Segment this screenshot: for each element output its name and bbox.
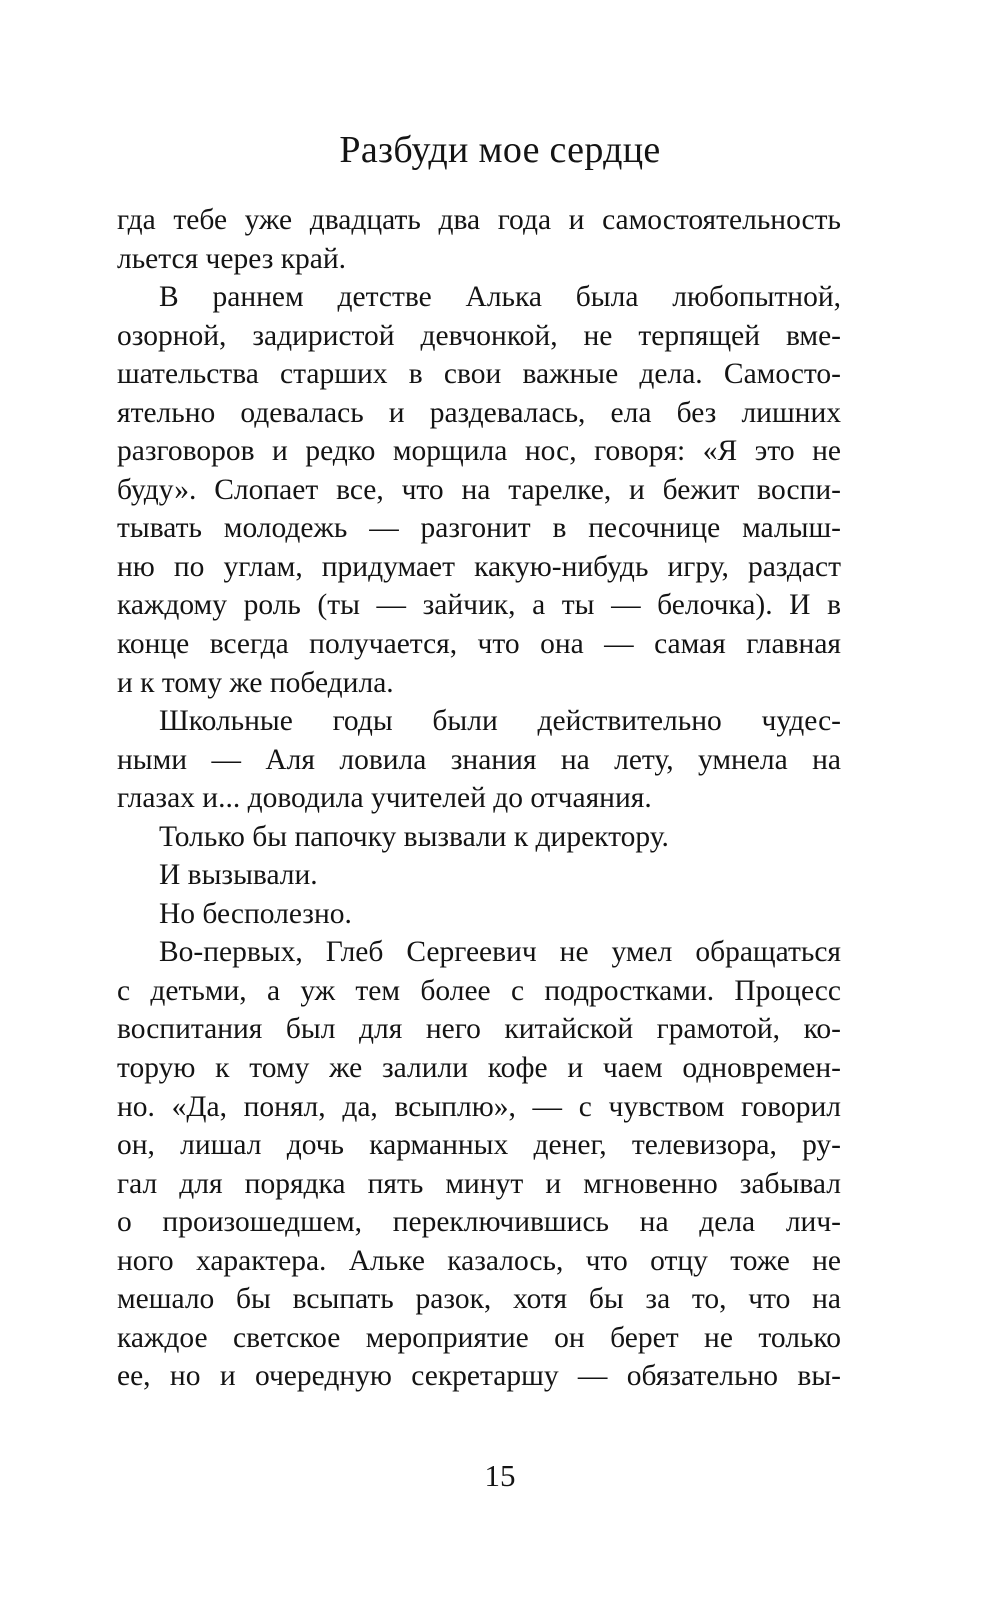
- text-line: ятельно одевалась и раздевалась, ела без лишних: [117, 396, 841, 429]
- text-line: каждому роль (ты — зайчик, а ты — белочка). И в: [117, 589, 841, 622]
- text-line: мешало бы всыпать разок, хотя бы за то, что на: [117, 1283, 841, 1316]
- text-line: и к тому же победила.: [117, 666, 394, 699]
- body-text: [117, 201, 841, 1396]
- text-line: буду». Слопает все, что на тарелке, и бежит воспи-: [117, 473, 841, 506]
- text-line: разговоров и редко морщила нос, говоря: «Я это не: [117, 435, 841, 468]
- text-line: льется через край.: [117, 242, 347, 275]
- text-line: Только бы папочку вызвали к директору.: [159, 820, 669, 853]
- text-line: торую к тому же залили кофе и чаем одновремен-: [117, 1052, 841, 1085]
- text-line: Школьные годы были действительно чудес-: [159, 705, 841, 738]
- text-line: ее, но и очередную секретаршу — обязательно вы-: [117, 1360, 841, 1393]
- text-line: озорной, задиристой девчонкой, не терпящей вме-: [117, 319, 841, 352]
- text-line: ными — Аля ловила знания на лету, умнела на: [117, 743, 841, 776]
- text-line: каждое светское мероприятие он берет не только: [117, 1321, 841, 1354]
- page-number: 15: [484, 1458, 516, 1493]
- text-line: гал для порядка пять минут и мгновенно забывал: [117, 1167, 841, 1200]
- text-line: шательства старших в свои важные дела. Самосто-: [117, 358, 841, 391]
- text-line: тывать молодежь — разгонит в песочнице малыш-: [117, 512, 841, 545]
- text-line: он, лишал дочь карманных денег, телевизора, ру-: [117, 1129, 841, 1162]
- text-line: воспитания был для него китайской грамотой, ко-: [117, 1013, 841, 1046]
- running-title: Разбуди мое сердце: [339, 129, 661, 171]
- text-line: с детьми, а уж тем более с подростками. Процесс: [117, 974, 841, 1007]
- text-line: конце всегда получается, что она — самая главная: [117, 628, 841, 661]
- text-line: но. «Да, понял, да, всыплю», — с чувством говорил: [117, 1090, 841, 1123]
- text-line: гда тебе уже двадцать два года и самостоятельность: [117, 204, 841, 236]
- text-line: о произошедшем, переключившись на дела лич-: [117, 1206, 841, 1239]
- text-line: В раннем детстве Алька была любопытной,: [159, 281, 841, 314]
- text-line: ню по углам, придумает какую-нибудь игру, раздаст: [117, 550, 841, 583]
- text-line: И вызывали.: [159, 859, 318, 892]
- text-line: Но бесполезно.: [159, 897, 352, 930]
- text-line: Во-первых, Глеб Сергеевич не умел обращаться: [159, 936, 841, 969]
- text-line: глазах и... доводила учителей до отчаяния.: [117, 782, 652, 815]
- text-line: ного характера. Альке казалось, что отцу тоже не: [117, 1244, 841, 1277]
